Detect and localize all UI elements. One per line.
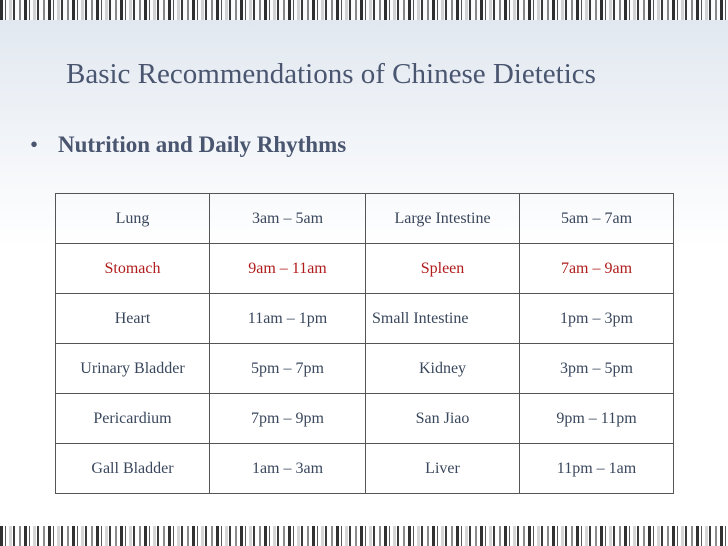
table-cell-organ: Kidney: [366, 344, 520, 394]
table-cell-time: 7pm – 9pm: [210, 394, 366, 444]
table-cell-organ: Stomach: [56, 244, 210, 294]
table-cell-organ: Lung: [56, 194, 210, 244]
table-cell-time: 7am – 9am: [520, 244, 674, 294]
table-cell-time: 3am – 5am: [210, 194, 366, 244]
table-cell-time: 11am – 1pm: [210, 294, 366, 344]
slide-title: Basic Recommendations of Chinese Dietetics: [66, 58, 596, 90]
table-cell-time: 5am – 7am: [520, 194, 674, 244]
table-cell-organ: Urinary Bladder: [56, 344, 210, 394]
table-cell-organ: Spleen: [366, 244, 520, 294]
table-row: [56, 194, 674, 244]
table-cell-time: 9pm – 11pm: [520, 394, 674, 444]
table-cell-time: 9am – 11am: [210, 244, 366, 294]
table-cell-organ: San Jiao: [366, 394, 520, 444]
table-cell-organ: Liver: [366, 444, 520, 494]
organ-clock-table: [55, 193, 674, 494]
table-cell-time: 5pm – 7pm: [210, 344, 366, 394]
table-row: [56, 444, 674, 494]
table-cell-organ: Heart: [56, 294, 210, 344]
table-row: [56, 294, 674, 344]
bottom-barcode-border: [0, 526, 728, 546]
table-row: [56, 244, 674, 294]
bullet-text: Nutrition and Daily Rhythms: [58, 132, 347, 157]
table-cell-organ: Small Intestine: [366, 294, 520, 344]
table-cell-time: 1am – 3am: [210, 444, 366, 494]
table-cell-time: 1pm – 3pm: [520, 294, 674, 344]
table-cell-organ: Gall Bladder: [56, 444, 210, 494]
top-barcode-border: [0, 0, 728, 20]
bullet-item: [30, 132, 346, 158]
table-cell-time: 3pm – 5pm: [520, 344, 674, 394]
table-cell-organ: Pericardium: [56, 394, 210, 444]
bullet-dot-icon: •: [30, 132, 39, 157]
table-cell-time: 11pm – 1am: [520, 444, 674, 494]
table-row: [56, 394, 674, 444]
table-row: [56, 344, 674, 394]
table-cell-organ: Large Intestine: [366, 194, 520, 244]
